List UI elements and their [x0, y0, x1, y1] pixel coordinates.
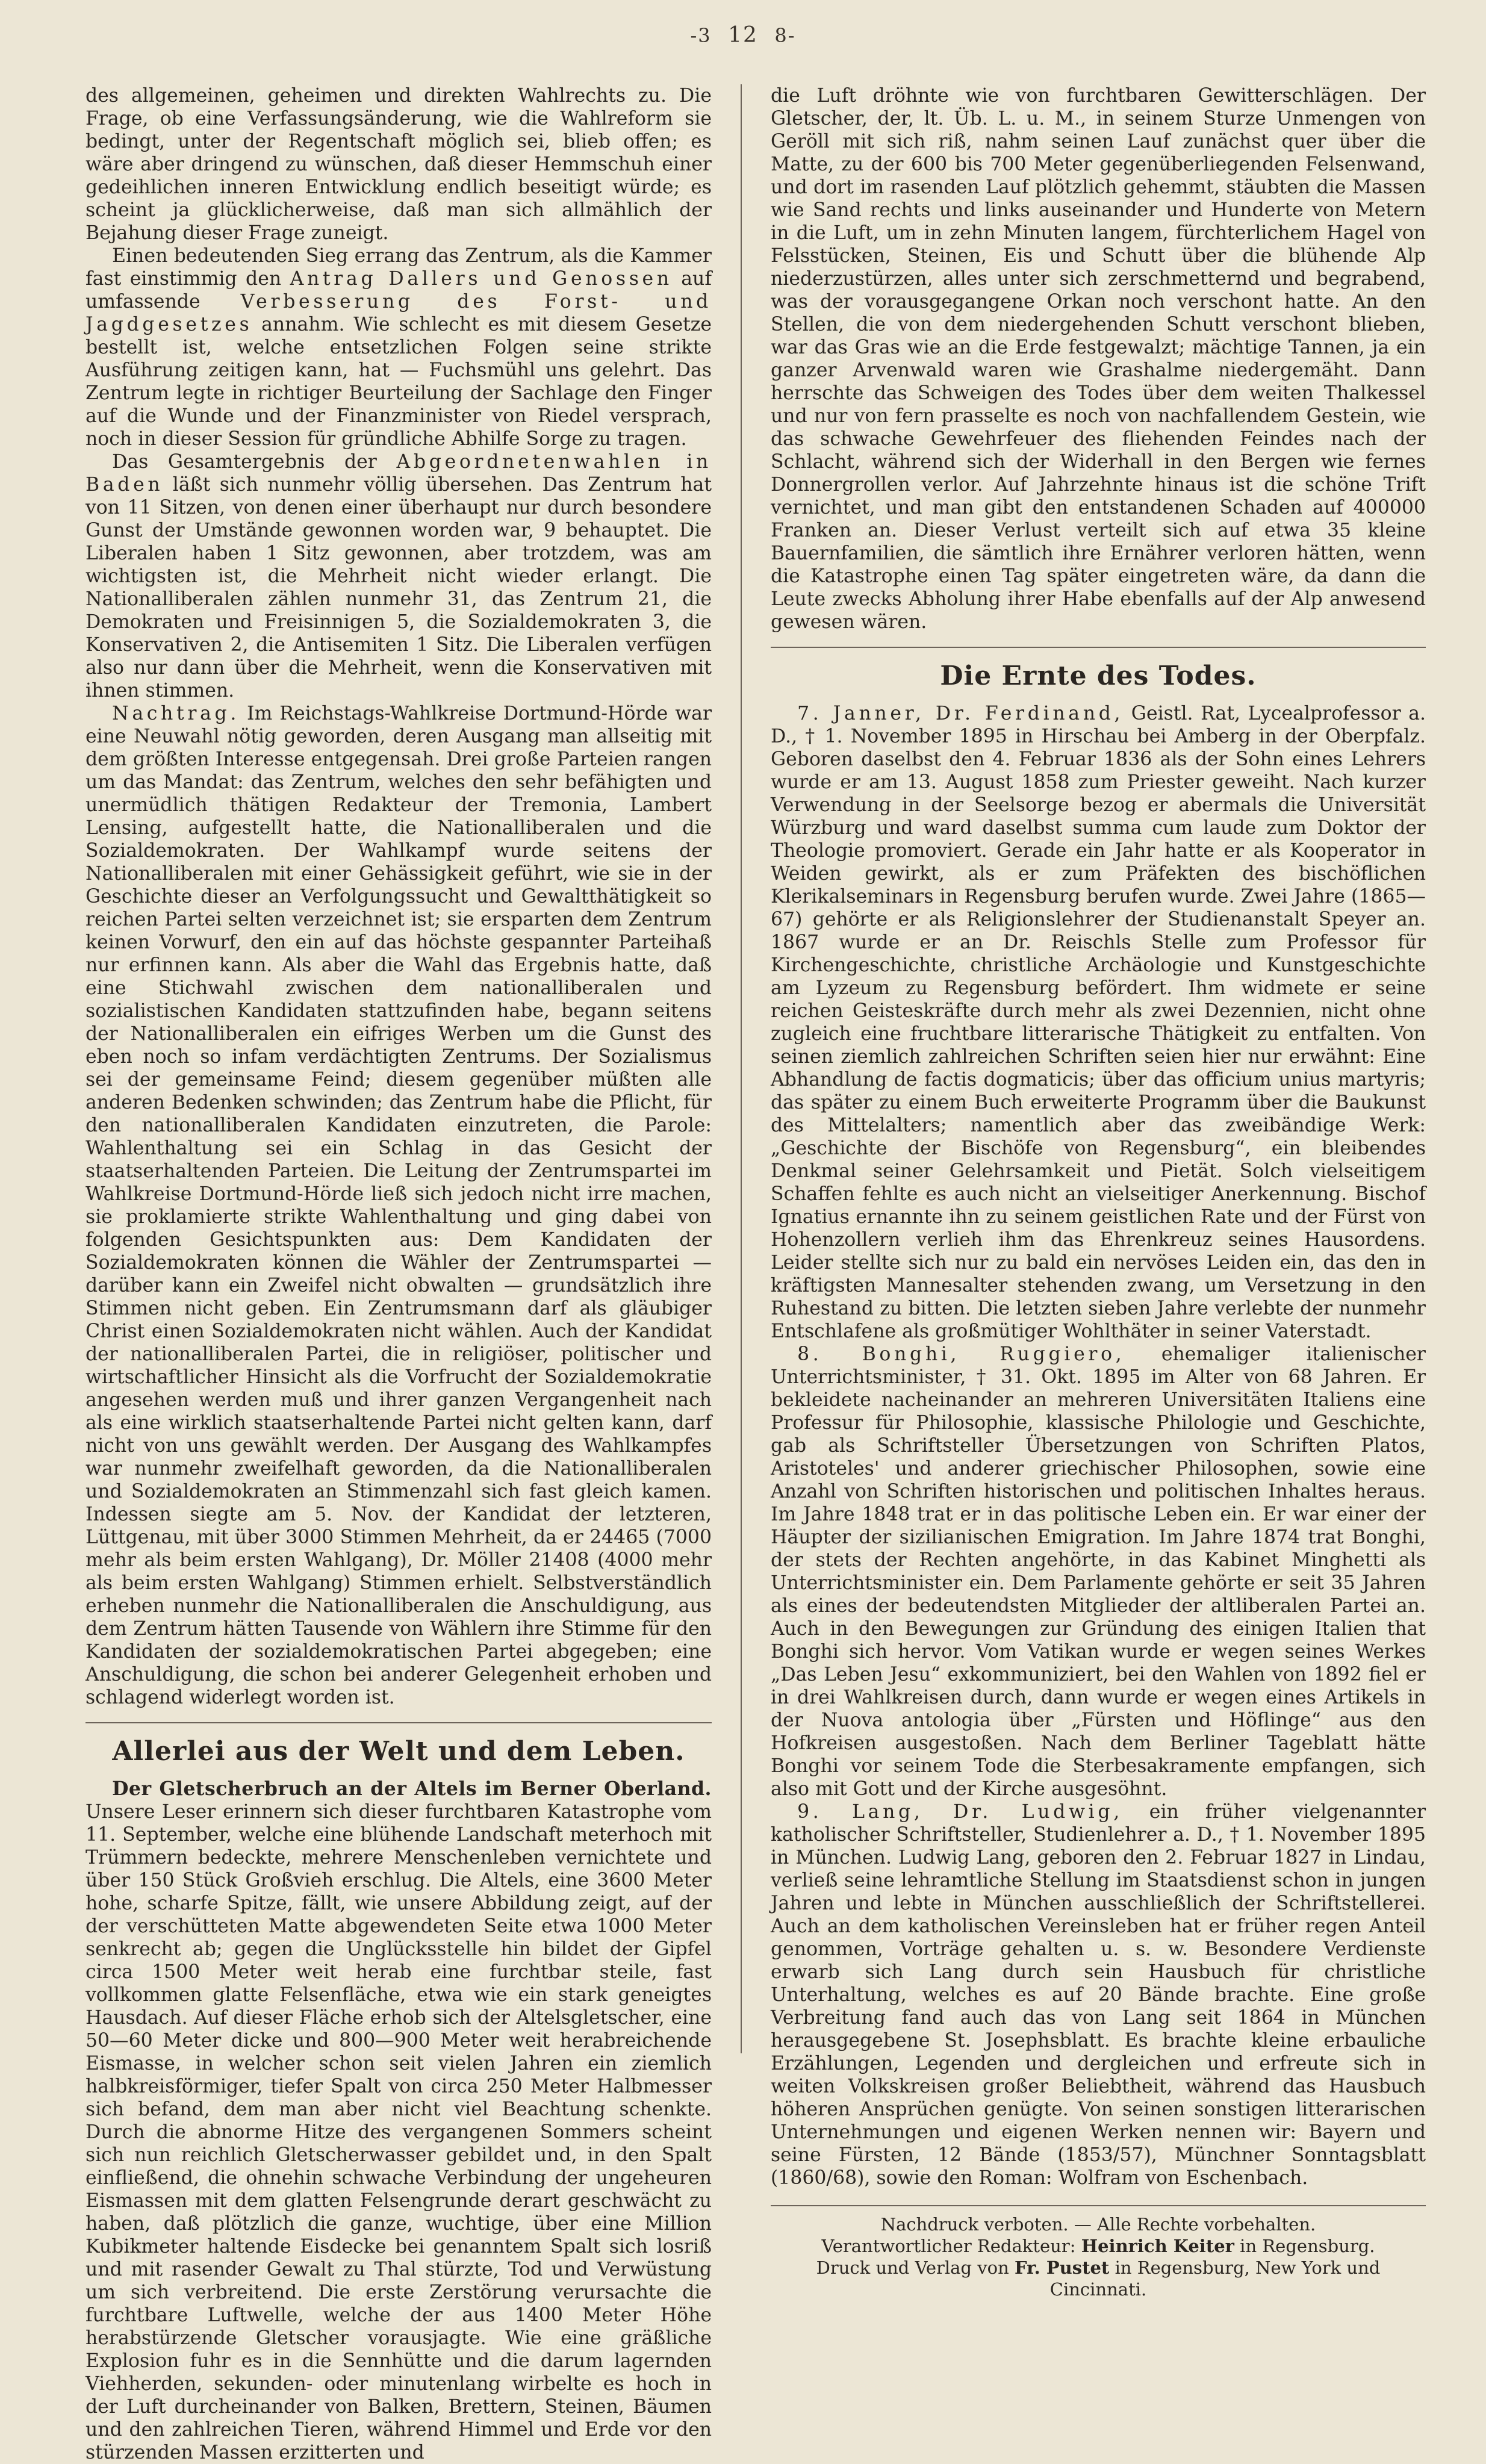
page-number: 12 — [728, 23, 758, 48]
imprint-editor — [771, 2235, 1426, 2257]
obituary-bonghi — [771, 1343, 1426, 1800]
text-run: läßt sich nunmehr völlig übersehen. Das Zentrum hat von 11 Sitzen, von denen einer überhaupt nur durch besondere Gunst der Umstände gewonnen worden war, 9 behauptet. Die Liberalen haben 1 Sitz gewonnen, aber trotzdem, was am wichtigsten ist, die Mehrheit nicht wieder erlangt. Die Nationalliberalen zählen nunmehr 31, das Zentrum 21, die Demokraten und Freisinnigen 5, die Sozialdemokraten 3, die Konservativen 2, die Antisemiten 1 Sitz. Die Liberalen verfügen also nur dann über die Mehrheit, wenn die Konservativen mit ihnen stimmen. — [85, 474, 712, 702]
paragraph-gletscherbruch — [85, 1778, 712, 2464]
section-divider — [771, 647, 1426, 648]
page-header — [0, 23, 1486, 48]
text-run: in Regensburg, New York und Cincinnati. — [1049, 2257, 1381, 2300]
spaced-text: Nachtrag. — [112, 703, 240, 724]
section-title-ernte: Die Ernte des Todes. — [940, 661, 1257, 691]
paragraph-baden-wahlen — [85, 450, 712, 702]
text-run: Im Reichstags-Wahlkreise Dortmund-Hörde war eine Neuwahl nötig geworden, deren Ausgang man allseitig mit dem größten Interesse entgegensah. Drei große Parteien rangen um das Mandat: das Zentrum, welches den sehr befähigten und unermüdlich thätigen Redakteur der Tremonia, Lambert Lensing, aufgestellt hatte, die Nationalliberalen und die Sozialdemokraten. Der Wahlkampf wurde seitens der Nationalliberalen mit einer Gehässigkeit geführt, wie sie in der Geschichte dieser an Verfolgungssucht und Gewaltthätigkeit so reichen Partei selten verzeichnet ist; sie ersparten dem Zentrum keinen Vorwurf, den ein auf das höchste gespannter Parteihaß nur erfinnen kann. Als aber die Wahl das Ergebnis hatte, daß eine Stichwahl zwischen dem nationalliberalen und sozialistischen Kandidaten stattzufinden habe, begann seitens der Nationalliberalen ein eifriges Werben um die Gunst des eben noch so infam verdächtigten Zentrums. Der Sozialismus sei der gemeinsame Feind; diesem gegenüber müßten alle anderen Bedenken schwinden; das Zentrum habe die Pflicht, für den nationalliberalen Kandidaten einzutreten, die Parole: Wahlenthaltung sei ein Schlag in das Gesicht der staatserhaltenden Parteien. Die Leitung der Zentrumspartei im Wahlkreise Dortmund-Hörde ließ sich jedoch nicht irre machen, sie proklamierte strikte Wahlenthaltung und ging dabei von folgenden Gesichtspunkten aus: Dem Kandidaten der Sozialdemokraten können die Wähler der Zentrumspartei — darüber kann ein Zweifel nicht obwalten — grundsätzlich ihre Stimmen nicht geben. Ein Zentrumsmann darf als gläubiger Christ einen Sozialdemokraten nicht wählen. Auch der Kandidat der nationalliberalen Partei, die in religiöser, politischer und wirtschaftlicher Hinsicht als die Vorfrucht der Sozialdemokratie angesehen werden muß und ihrer ganzen Vergangenheit nach als eine wirklich staatserhaltende Partei nicht gelten kann, darf nicht von uns gewählt werden. Der Ausgang des Wahlkampfes war nunmehr zweifelhaft geworden, da die Nationalliberalen und Sozialdemokraten an Stimmenzahl sich fast gleich kamen. Indessen siegte am 5. Nov. der Kandidat der letzteren, Lüttgenau, mit über 3000 Stimmen Mehrheit, da er 24465 (7000 mehr als beim ersten Wahlgang), Dr. Möller 21408 (4000 mehr als beim ersten Wahlgang) Stimmen erhielt. Selbstverständlich erheben nunmehr die Nationalliberalen die Anschuldigung, aus dem Zentrum hätten Tausende von Wählern ihre Stimme für den Kandidaten der sozialdemokratischen Partei abgegeben; eine Anschuldigung, die schon bei anderer Gelegenheit erhoben und schlagend widerlegt worden ist. — [85, 703, 712, 1708]
obituary-lang — [771, 1800, 1426, 2189]
column-divider — [741, 84, 742, 2053]
editor-name: Heinrich Keiter — [1081, 2236, 1234, 2256]
text-run: ein früher vielgenannter katholischer Schriftsteller, Studienlehrer a. D., † 1. November 1895 in München. Ludwig Lang, geboren den 2. Februar 1827 in Lindau, verließ seine lehramtliche Stellung im Staatsdienst schon in jungen Jahren und lebte in München ausschließlich der Schriftstellerei. Auch an dem katholischen Vereinsleben hat er früher regen Anteil genommen, Vorträge gehalten u. s. w. Besondere Verdienste erwarb sich Lang durch sein Hausbuch für christliche Unterhaltung, welches es auf 20 Bände brachte. Eine große Verbreitung fand auch das von Lang seit 1864 in München herausgegebene St. Josephsblatt. Es brachte kleine erbauliche Erzählungen, Legenden und dergleichen und erfreute sich in weiten Volkskreisen großer Beliebtheit, während das Hausbuch höheren Ansprüchen genügte. Von seinen sonstigen litterarischen Unternehmungen und eigenen Werken nennen wir: Bayern und seine Fürsten, 12 Bände (1853/57), Münchner Sonntagsblatt (1860/68), sowie den Roman: Wolfram von Eschenbach. — [771, 1801, 1426, 2189]
text-run: Das Gesamtergebnis der — [112, 451, 377, 473]
spaced-text: Verbesserung des Forst- und Jagdgesetzes — [85, 291, 712, 335]
article-lead: Der Gletscherbruch an der Altels im Berner Oberland. — [112, 1778, 712, 1800]
section-divider — [85, 1722, 712, 1723]
obituary-janner — [771, 702, 1426, 1343]
spaced-text: Abgeordnetenwahlen in Baden — [85, 451, 712, 496]
spaced-text: 8. Bonghi, Ruggiero, — [797, 1343, 1125, 1365]
imprint — [771, 2214, 1426, 2300]
paragraph-gletscher-cont: die Luft dröhnte wie von furchtbaren Gewitterschlägen. Der Gletscher, der, lt. Üb. L. u. M., in seinem Sturze Unmengen von Geröll mit sich riß, nahm seinen Lauf zunächst quer über die Matte, zu der 600 bis 700 Meter gegenüberliegenden Felsenwand, und dort im rasenden Lauf plötzlich gehemmt, stäubten die Massen wie Sand rechts und links auseinander und Hunderte von Metern in die Luft, um in zehn Minuten langem, fürchterlichem Hagel von Felsstücken, Steinen, Eis und Schutt über die blühende Alp niederzustürzen, alles unter sich zerschmetternd und begrabend, was der vorausgegangene Orkan noch verschont hatte. An den Stellen, die von dem niedergehenden Schutt verschont blieben, war das Gras wie an die Erde festgewalzt; mächtige Tannen, ja ein ganzer Arvenwald waren wie Grashalme niedergemäht. Dann herrschte das Schweigen des Todes über dem weiten Thalkessel und nur von fern prasselte es noch von nachfallendem Gestein, wie das schwache Gewehrfeuer des fliehenden Feindes nach der Schlacht, während sich der Widerhall in den Bergen wie fernes Donnergrollen verlor. Auf Jahrzehnte hinaus ist die schöne Trift vernichtet, und man gibt den entstandenen Schaden auf 400000 Franken an. Dieser Verlust verteilt sich auf etwa 35 kleine Bauernfamilien, die sämtlich ihre Ernährer verloren hätten, wenn die Katastrophe einen Tag später eingetreten wäre, da dann die Leute zwecks Abholung ihrer Habe ebenfalls auf der Alp anwesend gewesen wären. — [771, 85, 1426, 633]
publisher-name: Fr. Pustet — [1014, 2257, 1110, 2278]
text-run: Unsere Leser erinnern sich dieser furchtbaren Katastrophe vom 11. September, welche eine blühende Landschaft meterhoch mit Trümmern bedeckte, mehrere Menschenleben vernichtete und über 150 Stück Großvieh erschlug. Die Altels, eine 3600 Meter hohe, scharfe Spitze, fällt, wie unsere Abbildung zeigt, auf der der verschütteten Matte abgewendeten Seite etwa 1000 Meter senkrecht ab; gegen die Unglücksstelle hin bildet der Gipfel circa 1500 Meter weit herab eine furchtbar steile, fast vollkommen glatte Felsenfläche, etwa wie ein stark geneigtes Hausdach. Auf dieser Fläche erhob sich der Altelsgletscher, eine 50—60 Meter dicke und 800—900 Meter weit herabreichende Eismasse, in welcher schon seit vielen Jahren ein ziemlich halbkreisförmiger, tiefer Spalt von circa 250 Meter Halbmesser sich befand, dem man aber nicht viel Beachtung schenkte. Durch die abnorme Hitze des vergangenen Sommers scheint sich nun reichlich Gletscherwasser gebildet und, in den Spalt einfließend, die ohnehin schwache Verbindung der ungeheuren Eismassen mit dem glatten Felsengrunde derart geschwächt zu haben, daß plötzlich die ganze, wuchtige, über eine Million Kubikmeter haltende Eisdecke bei genanntem Spalt sich losriß und mit rasender Gewalt zu Thal stürzte, Tod und Verwüstung um sich verbreitend. Die erste Zerstörung verursachte die furchtbare Luftwelle, welche der aus 1400 Meter Höhe herabstürzende Gletscher vorausjagte. Wie eine gräßliche Explosion fuhr es in die Sennhütte und die darum lagernden Viehherden, sekunden- oder minutenlang wirbelte es hoch in der Luft durcheinander von Balken, Brettern, Steinen, Bäumen und den zahlreichen Tieren, während Himmel und Erde vor den stürzenden Massen erzitterten und — [85, 1801, 712, 2463]
spaced-text: 9. Lang, Dr. Ludwig, — [797, 1801, 1123, 1823]
text-run: ehemaliger italienischer Unterrichtsminister, † 31. Okt. 1895 im Alter von 68 Jahren. Er bekleidete nacheinander an mehreren Universitäten Italiens eine Professur für Philosophie, klassische Philologie und Geschichte, gab als Schriftsteller Übersetzungen von Schriften Platos, Aristoteles' und anderer griechischer Philosophen, sowie eine Anzahl von Schriften historischen und politischen Inhaltes heraus. Im Jahre 1848 trat er in das politische Leben ein. Er war einer der Häupter der sizilianischen Emigration. Im Jahre 1874 trat Bonghi, der stets der Rechten angehörte, in das Kabinet Minghetti als Unterrichtsminister ein. Dem Parlamente gehörte er seit 35 Jahren als eines der bedeutendsten Mitglieder der altliberalen Partei an. Auch in den Bewegungen zur Gründung des einigen Italien that Bonghi sich hervor. Vom Vatikan wurde er wegen seines Werkes „Das Leben Jesu“ exkommuniziert, bei den Wahlen von 1892 fiel er in drei Wahlkreisen durch, dann wurde er wegen eines Artikels in der Nuova antologia über „Fürsten und Höflinge“ aus den Hofkreisen ausgestoßen. Nach dem Berliner Tageblatt hätte Bonghi vor seinem Tode die Sterbesakramente empfangen, sich also mit Gott und der Kirche ausgesöhnt. — [771, 1343, 1426, 1800]
ornament-right: 8- — [774, 24, 796, 47]
spaced-text: Antrag Dallers und Genossen — [290, 268, 673, 290]
imprint-rights: Nachdruck verboten. — Alle Rechte vorbehalten. — [880, 2214, 1316, 2235]
ornament-left: -3 — [690, 24, 712, 47]
text-run: Einen bedeutenden Sieg errang das Zentrum, als die Kammer fast einstimmig den — [85, 245, 712, 290]
text-run: Verantwortlicher Redakteur: — [821, 2236, 1076, 2256]
text-run: annahm. Wie schlecht es mit diesem Gesetze bestellt ist, welche entsetzlichen Folgen seine strikte Ausführung zeitigen kann, hat — Fuchsmühl uns gelehrt. Das Zentrum legte in richtiger Beurteilung der Sachlage den Finger auf die Wunde und der Finanzminister von Riedel versprach, noch in dieser Session für gründliche Abhilfe Sorge zu tragen. — [85, 314, 712, 450]
paragraph-wahlreform: des allgemeinen, geheimen und direkten Wahlrechts zu. Die Frage, ob eine Verfassungsänderung, wie die Wahlreform sie bedingt, unter der Regentschaft möglich sei, blieb offen; es wäre aber dringend zu wünschen, daß dieser Hemmschuh einer gedeihlichen inneren Entwicklung endlich beseitigt würde; es scheint ja glücklicherweise, daß man sich allmählich der Bejahung dieser Frage zuneigt. — [85, 85, 712, 244]
section-title-allerlei: Allerlei aus der Welt und dem Leben. — [112, 1736, 685, 1767]
right-column — [771, 84, 1426, 2300]
paragraph-nachtrag — [85, 702, 712, 1709]
text-run: in Regensburg. — [1240, 2236, 1375, 2256]
text-run: auf umfassende — [85, 268, 712, 313]
imprint-publisher — [771, 2257, 1426, 2300]
spaced-text: 7. Janner, Dr. Ferdinand, — [797, 703, 1124, 724]
text-run: Druck und Verlag von — [816, 2257, 1009, 2278]
text-run: Geistl. Rat, Lycealprofessor a. D., † 1. November 1895 in Hirschau bei Amberg in der Oberpfalz. Geboren daselbst den 4. Februar 1836 als der Sohn eines Lehrers wurde er am 13. August 1858 zum Priester geweiht. Nach kurzer Verwendung in der Seelsorge bezog er abermals die Universität Würzburg und ward daselbst summa cum laude zum Doktor der Theologie promoviert. Gerade ein Jahr hatte er als Kooperator in Weiden gewirkt, als er zum Präfekten des bischöflichen Klerikalseminars in Regensburg berufen wurde. Zwei Jahre (1865—67) gehörte er als Religionslehrer der Studienanstalt Speyer an. 1867 wurde er an Dr. Reischls Stelle zum Professor für Kirchengeschichte, christliche Archäologie und Kunstgeschichte am Lyzeum zu Regensburg befördert. Ihm widmete er seine reichen Geisteskräfte durch mehr als zwei Dezennien, nicht ohne zugleich eine fruchtbare litterarische Thätigkeit zu entfalten. Von seinen ziemlich zahlreichen Schriften seien hier nur erwähnt: Eine Abhandlung de factis dogmaticis; über das officium unius martyris; das später zu einem Buch erweiterte Programm über die Baukunst des Mittelalters; namentlich aber das zweibändige Werk: „Geschichte der Bischöfe von Regensburg“, ein bleibendes Denkmal seiner Gelehrsamkeit und Pietät. Solch vielseitigem Schaffen fehlte es auch nicht an vielseitiger Anerkennung. Bischof Ignatius ernannte ihn zu seinem geistlichen Rate und der Fürst von Hohenzollern verlieh ihm das Ehrenkreuz seines Hausordens. Leider stellte sich nur zu bald ein nervöses Leiden ein, das den in kräftigsten Mannesalter stehenden zwang, um Versetzung in den Ruhestand zu bitten. Die letzten sieben Jahre verlebte der nunmehr Entschlafene als großmütiger Wohlthäter in seiner Vaterstadt. — [771, 703, 1426, 1342]
paragraph-forstgesetz — [85, 244, 712, 450]
footer-divider — [771, 2205, 1426, 2206]
left-column — [85, 84, 712, 2463]
